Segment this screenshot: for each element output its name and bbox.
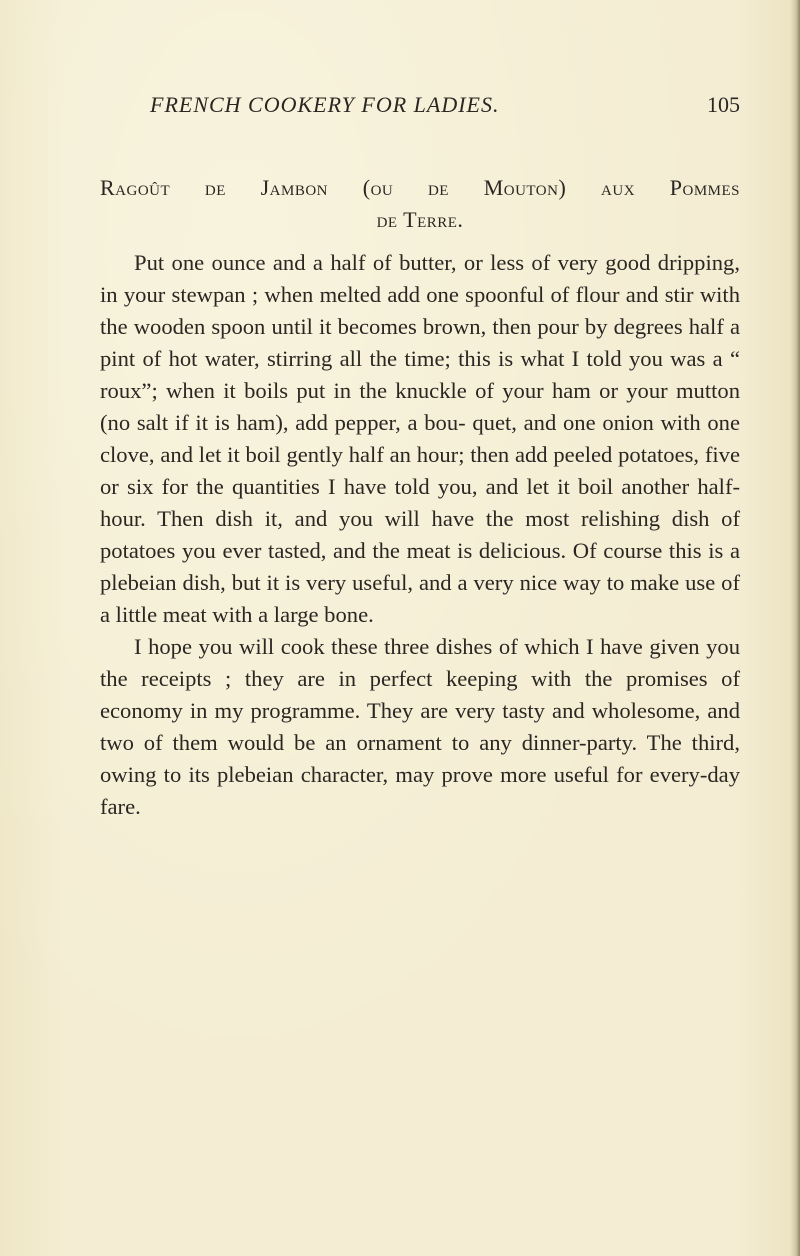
paragraph-recipe-instructions: Put one ounce and a half of butter, or less of very good dripping, in your stewpan ; when melted add one spoonful of flour and stir with the wooden spoon until it becomes brown, then pour by degrees half a pint of hot water, stirring all the time; this is what I told you was a “ roux”; when it boils put in the knuckle of your ham or your mutton (no salt if it is ham), add pepper, a bou- quet, and one onion with one clove, and let it boil gently half an hour; then add peeled potatoes, five or six for the quantities I have told you, and let it boil another half-hour. Then dish it, and you will have the most relishing dish of potatoes you ever tasted, and the meat is delicious. Of course this is a plebeian dish, but it is very useful, and a very nice way to make use of a little meat with a large bone. <box>100 250 740 627</box>
recipe-title-line-1: Ragoût de Jambon (ou de Mouton) aux Pommes <box>100 175 740 200</box>
paragraph-closing-remarks: I hope you will cook these three dishes of which I have given you the receipts ; they are in perfect keeping with the promises of economy in my programme. They are very tasty and wholesome, and two of them would be an ornament to any dinner-party. The third, owing to its plebeian character, may prove more useful for every-day fare. <box>100 634 740 819</box>
page-number: 105 <box>707 92 740 117</box>
body-text <box>100 247 740 823</box>
recipe-title-line-2: de Terre. <box>376 207 464 232</box>
page-edge-shadow <box>790 0 800 1256</box>
running-title: FRENCH COOKERY FOR LADIES. <box>150 92 500 117</box>
page-header <box>150 92 740 128</box>
recipe-title <box>100 172 740 236</box>
